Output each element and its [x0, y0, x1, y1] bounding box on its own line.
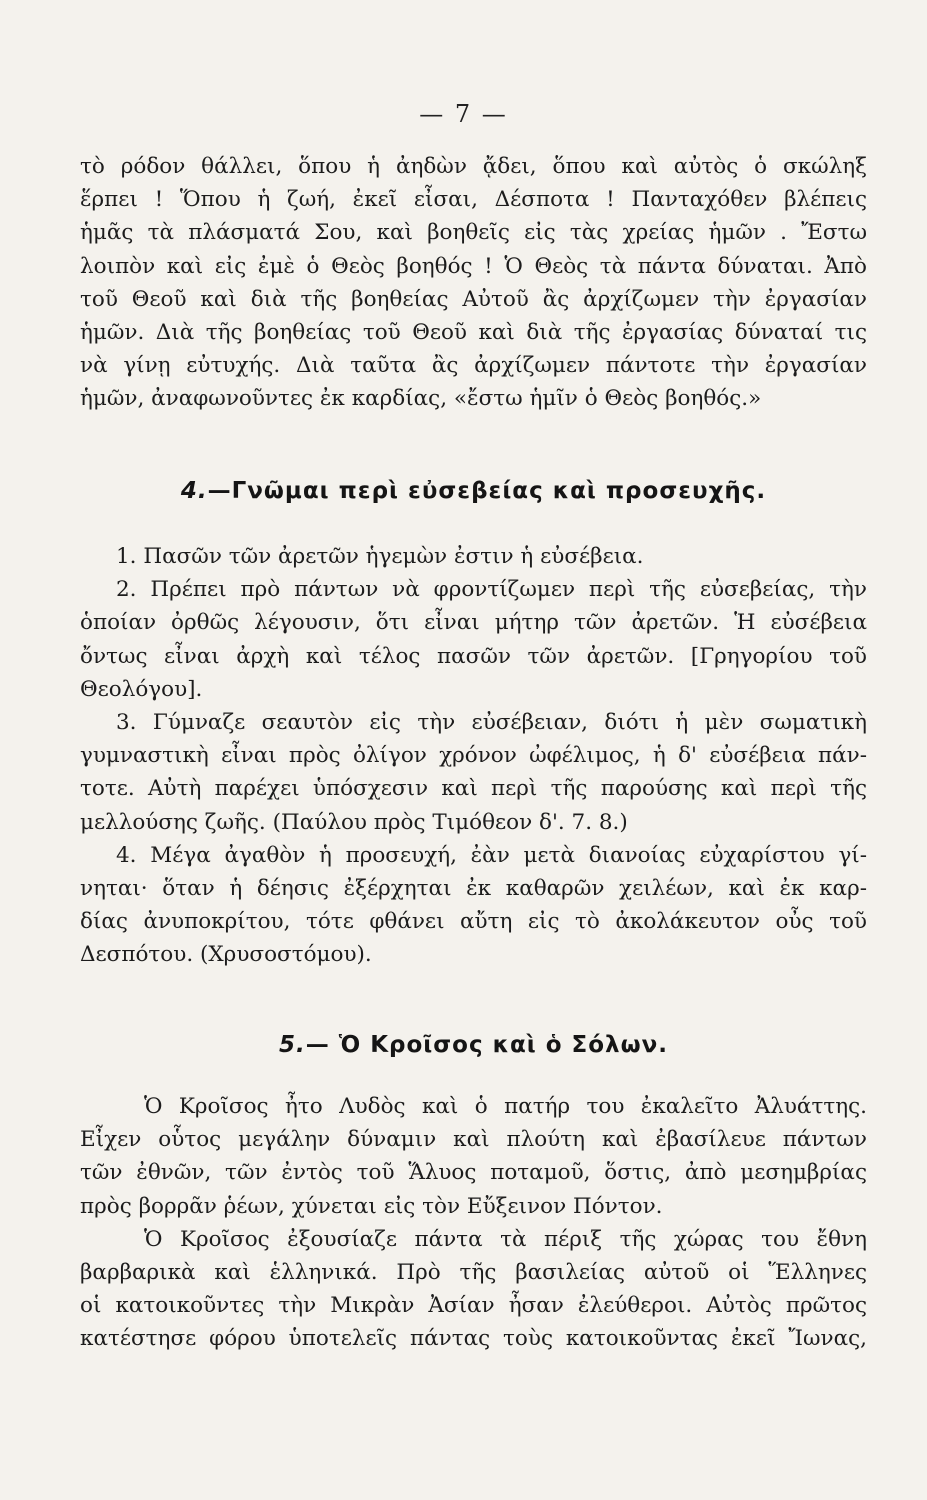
text-line: 3. Γύμναζε σεαυτὸν εἰς τὴν εὐσέβειαν, διότι ἡ μὲν σωματικὴ [116, 709, 867, 735]
section-5-body [80, 1090, 867, 1356]
text-line: 2. Πρέπει πρὸ πάντων νὰ φροντίζωμεν περὶ τῆς εὐσεβείας, τὴν [116, 577, 867, 603]
section-number: 4. [180, 478, 208, 504]
text-line: 4. Μέγα ἀγαθὸν ἡ προσευχή, ἐὰν μετὰ διανοίας εὐχαρίστου γί- [116, 842, 867, 868]
text-line: Ὁ Κροῖσος ἦτο Λυδὸς καὶ ὁ πατήρ του ἐκαλεῖτο Ἀλυάττης. [144, 1094, 867, 1119]
text-line: νηται· ὅταν ἡ δέησις ἐξέρχηται ἐκ καθαρῶν χειλέων, καὶ ἐκ καρ- [80, 875, 867, 901]
text-line: βαρβαρικὰ καὶ ἑλληνικά. Πρὸ τῆς βασιλείας αὐτοῦ οἱ Ἕλληνες [80, 1259, 867, 1285]
text-line: κατέστησε φόρου ὑποτελεῖς πάντας τοὺς κατοικοῦντας ἐκεῖ Ἴωνας, [80, 1326, 867, 1352]
text-line: ἡμᾶς τὰ πλάσματά Σου, καὶ βοηθεῖς εἰς τὰς χρείας ἡμῶν . Ἔστω [80, 220, 867, 246]
text-line: πρὸς βορρᾶν ῥέων, χύνεται εἰς τὸν Εὔξεινον Πόντον. [80, 1193, 663, 1219]
section-heading-4 [80, 478, 867, 504]
text-line: μελλούσης ζωῆς. (Παύλου πρὸς Τιμόθεον δ'. 7. 8.) [80, 809, 628, 835]
text-line: τοτε. Αὐτὴ παρέχει ὑπόσχεσιν καὶ περὶ τῆς παρούσης καὶ περὶ τῆς [80, 776, 867, 802]
text-line: τὸ ρόδον θάλλει, ὅπου ἡ ἀηδὼν ᾄδει, ὅπου καὶ αὐτὸς ὁ σκώληξ [80, 154, 867, 179]
text-line: ἕρπει ! Ὅπου ἡ ζωή, ἐκεῖ εἶσαι, Δέσποτα ! Πανταχόθεν βλέπεις [80, 187, 867, 213]
section-title: —Γνῶμαι περὶ εὐσεβείας καὶ προσευχῆς. [207, 478, 767, 504]
text-line: Θεολόγου]. [80, 676, 203, 702]
section-title: — Ὁ Κροῖσος καὶ ὁ Σόλων. [305, 1032, 668, 1058]
page-number: — 7 — [419, 100, 508, 128]
text-line: τοῦ Θεοῦ καὶ διὰ τῆς βοηθείας Αὐτοῦ ἂς ἀρχίζωμεν τὴν ἐργασίαν [80, 286, 867, 312]
text-line: δίας ἀνυποκρίτου, τότε φθάνει αὔτη εἰς τὸ ἀκολάκευτον οὖς τοῦ [80, 909, 867, 935]
text-line: ὁποίαν ὀρθῶς λέγουσιν, ὅτι εἶναι μήτηρ τῶν ἀρετῶν. Ἡ εὐσέβεια [80, 610, 867, 636]
text-line: τῶν ἐθνῶν, τῶν ἐντὸς τοῦ Ἅλυος ποταμοῦ, ὅστις, ἀπὸ μεσημβρίας [80, 1160, 867, 1186]
text-line: Εἶχεν οὗτος μεγάλην δύναμιν καὶ πλούτη καὶ ἐβασίλευε πάντων [80, 1127, 867, 1153]
text-line: οἱ κατοικοῦντες τὴν Μικρὰν Ἀσίαν ἦσαν ἐλεύθεροι. Αὐτὸς πρῶτος [80, 1293, 867, 1319]
text-line: ὄντως εἶναι ἀρχὴ καὶ τέλος πασῶν τῶν ἀρετῶν. [Γρηγορίου τοῦ [80, 643, 867, 669]
text-line: Ὁ Κροῖσος ἐξουσίαζε πάντα τὰ πέριξ τῆς χώρας του ἔθνη [144, 1226, 867, 1252]
text-line: γυμναστικὴ εἶναι πρὸς ὀλίγον χρόνον ὠφέλιμος, ἡ δ' εὐσέβεια πάν- [80, 743, 867, 769]
text-line: 1. Πασῶν τῶν ἀρετῶν ἡγεμὼν ἐστιν ἡ εὐσέβεια. [116, 544, 644, 569]
intro-paragraph [80, 150, 867, 416]
section-4-body [80, 540, 867, 971]
text-line: νὰ γίνῃ εὐτυχής. Διὰ ταῦτα ἂς ἀρχίζωμεν πάντοτε τὴν ἐργασίαν [80, 353, 867, 379]
section-number: 5. [278, 1032, 306, 1058]
section-heading-5 [80, 1032, 867, 1058]
text-line: Δεσπότου. (Χρυσοστόμου). [80, 942, 372, 968]
text-line: ἡμῶν. Διὰ τῆς βοηθείας τοῦ Θεοῦ καὶ διὰ τῆς ἐργασίας δύναταί τις [80, 319, 867, 345]
text-line: ἡμῶν, ἀναφωνοῦντες ἐκ καρδίας, «ἔστω ἡμῖν ὁ Θεὸς βοηθός.» [80, 386, 762, 412]
text-line: λοιπὸν καὶ εἰς ἐμὲ ὁ Θεὸς βοηθός ! Ὁ Θεὸς τὰ πάντα δύναται. Ἀπὸ [80, 253, 867, 279]
